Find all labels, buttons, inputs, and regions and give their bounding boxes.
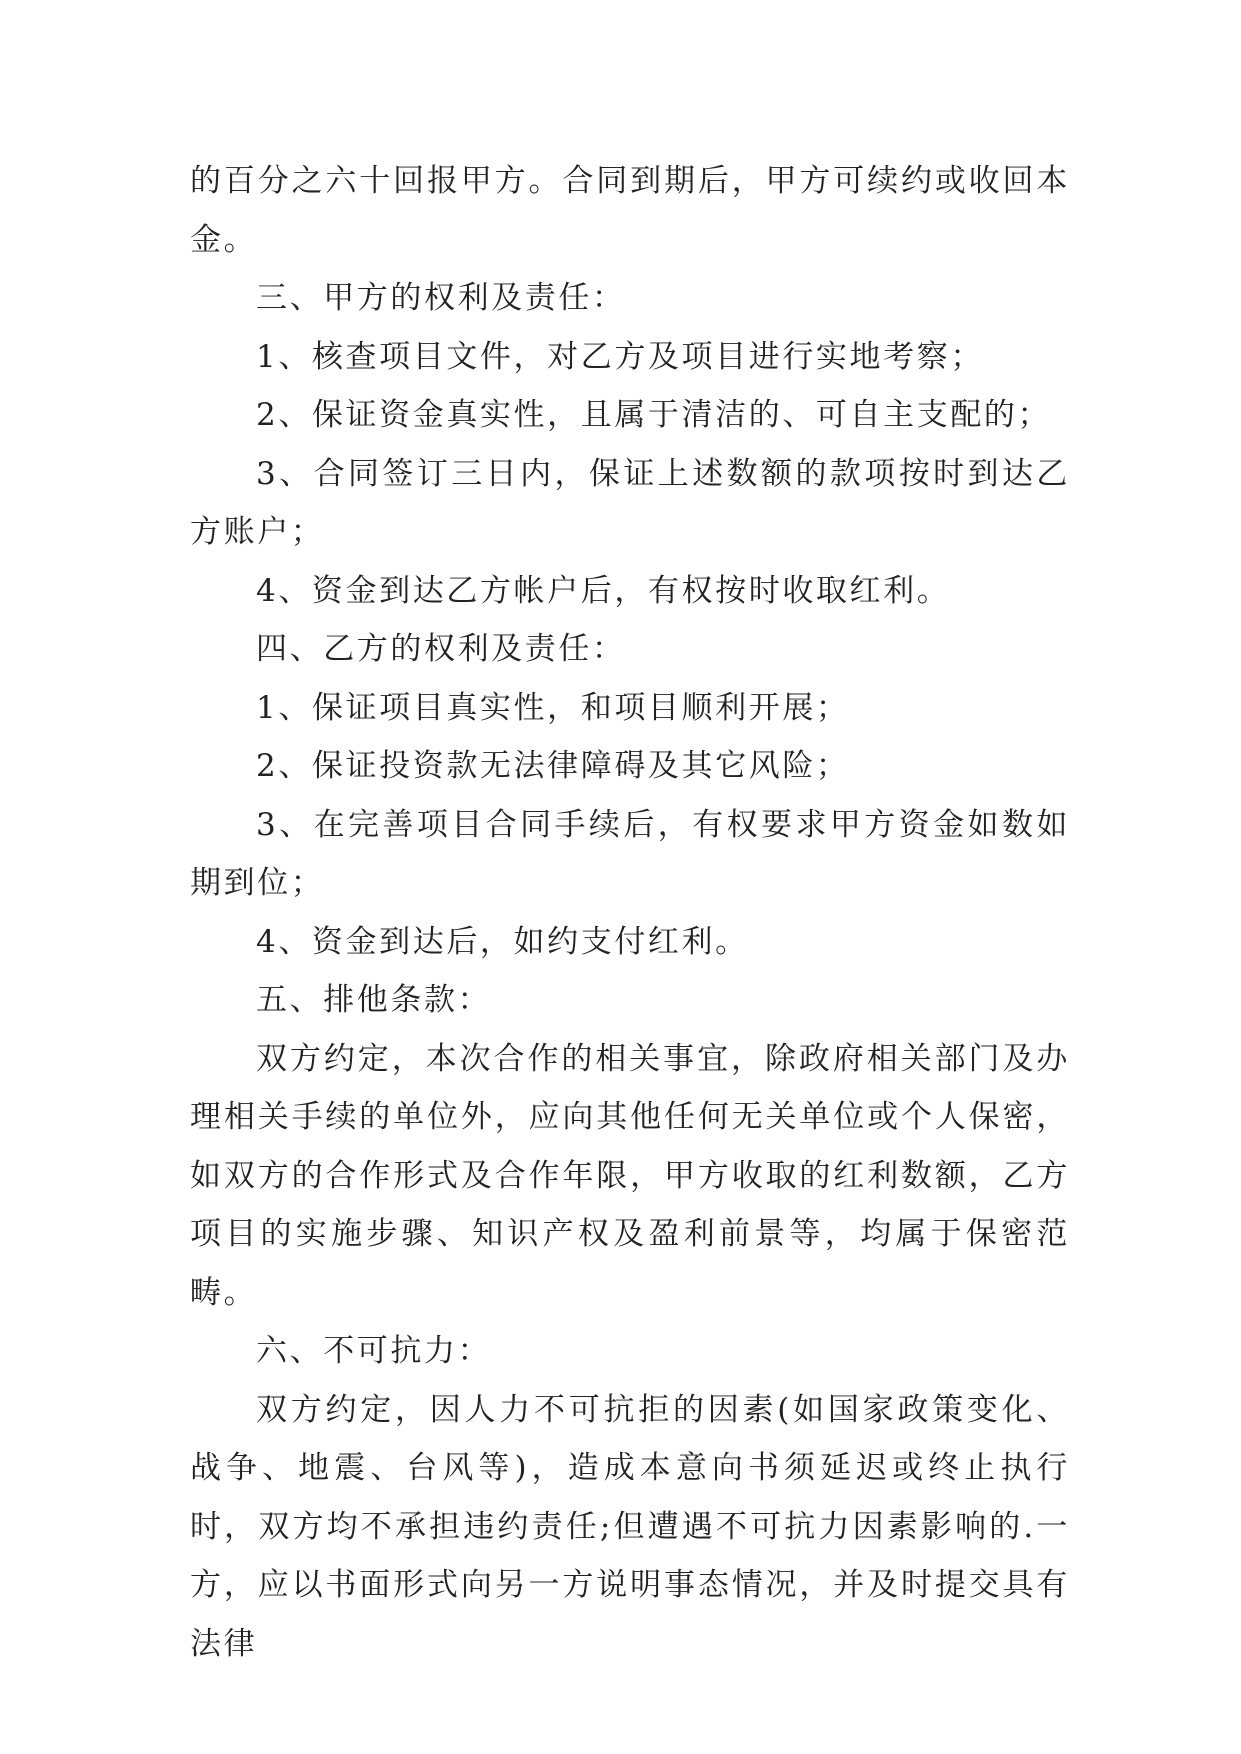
section-heading-force-majeure: 六、不可抗力： bbox=[256, 1333, 492, 1369]
exclusivity-paragraph: 双方约定，本次合作的相关事宜，除政府相关部门及办理相关手续的单位外，应向其他任何无关单位或个人保密，如双方的合作形式及合作年限，甲方收取的红利数额，乙方项目的实施步骤、知识产权及盈利前景等，均属于保密范畴。 bbox=[190, 1040, 1070, 1311]
section-heading-party-b-rights: 四、乙方的权利及责任： bbox=[256, 631, 626, 667]
clause-b-3: 3、在完善项目合同手续后，有权要求甲方资金如数如期到位； bbox=[190, 806, 1070, 901]
clause-a-4: 4、资金到达乙方帐户后，有权按时收取红利。 bbox=[256, 572, 951, 609]
force-majeure-paragraph: 双方约定，因人力不可抗拒的因素(如国家政策变化、战争、地震、台风等)，造成本意向书须延迟或终止执行时，双方均不承担违约责任;但遭遇不可抗力因素影响的.一方，应以书面形式向另一方说明事态情况，并及时提交具有法律 bbox=[190, 1391, 1070, 1662]
clause-b-4: 4、资金到达后，如约支付红利。 bbox=[256, 923, 749, 960]
clause-b-2: 2、保证投资款无法律障碍及其它风险； bbox=[256, 748, 850, 784]
paragraph-continuation: 的百分之六十回报甲方。合同到期后，甲方可续约或收回本金。 bbox=[190, 163, 1070, 258]
clause-a-3: 3、合同签订三日内，保证上述数额的款项按时到达乙方账户； bbox=[190, 455, 1070, 550]
clause-a-1: 1、核查项目文件，对乙方及项目进行实地考察； bbox=[256, 338, 984, 375]
clause-a-2: 2、保证资金真实性，且属于清洁的、可自主支配的； bbox=[256, 397, 1052, 433]
section-heading-exclusivity: 五、排他条款： bbox=[256, 982, 492, 1018]
clause-b-1: 1、保证项目真实性，和项目顺利开展； bbox=[256, 689, 850, 726]
section-heading-party-a-rights: 三、甲方的权利及责任： bbox=[256, 280, 626, 316]
document-body bbox=[190, 152, 1070, 1673]
